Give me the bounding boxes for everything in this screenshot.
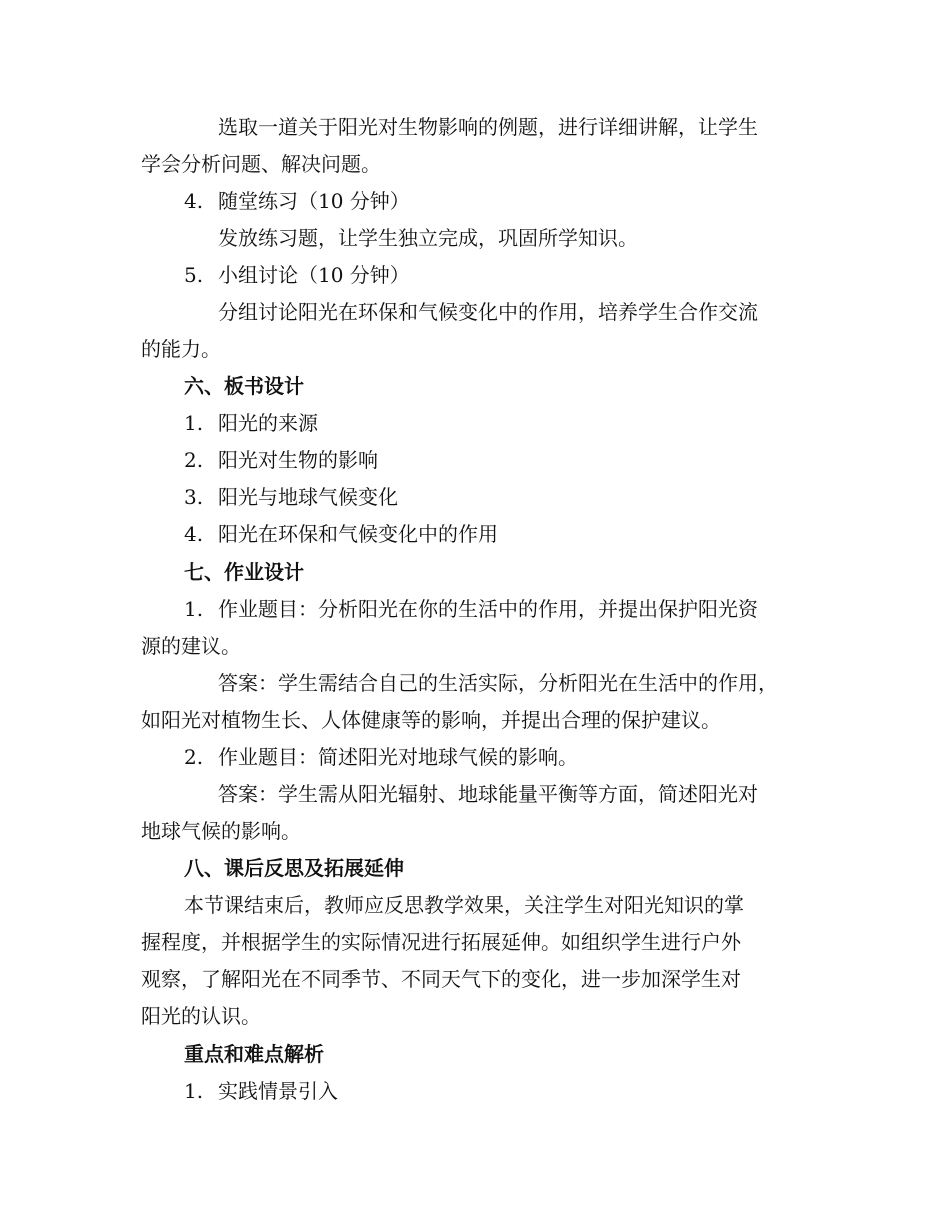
list-item-practice xyxy=(184,187,410,215)
list-number: 5. xyxy=(184,263,204,287)
paragraph-discussion-line-2: 的能力。 xyxy=(141,337,221,361)
paragraph-reflection-line-1: 本节课结束后，教师应反思教学效果，关注学生对阳光知识的掌 xyxy=(184,893,744,917)
list-item-text: 实践情景引入 xyxy=(218,1079,338,1103)
paragraph-reflection-line-2: 握程度，并根据学生的实际情况进行拓展延伸。如组织学生进行户外 xyxy=(141,930,741,954)
section-heading-board-design: 六、板书设计 xyxy=(184,374,304,398)
list-item-board-2 xyxy=(184,446,378,474)
list-number: 2. xyxy=(184,745,204,769)
list-number: 1. xyxy=(184,597,204,621)
paragraph-example-line-2: 学会分析问题、解决问题。 xyxy=(141,152,381,176)
section-heading-reflection: 八、课后反思及拓展延伸 xyxy=(184,856,404,880)
paragraph-reflection-line-3: 观察，了解阳光在不同季节、不同天气下的变化，进一步加深学生对 xyxy=(141,967,741,991)
section-heading-homework: 七、作业设计 xyxy=(184,560,304,584)
list-item-board-4 xyxy=(184,520,498,548)
list-number: 1. xyxy=(184,411,204,435)
list-item-key-point-1 xyxy=(184,1077,338,1105)
section-heading-key-points: 重点和难点解析 xyxy=(184,1042,324,1066)
paragraph-discussion-line-1: 分组讨论阳光在环保和气候变化中的作用，培养学生合作交流 xyxy=(218,300,758,324)
list-item-text: 阳光与地球气候变化 xyxy=(218,485,398,509)
list-item-board-1 xyxy=(184,409,318,437)
list-item-homework-2 xyxy=(184,743,578,771)
list-item-text: 阳光对生物的影响 xyxy=(218,448,378,472)
list-item-text: 阳光在环保和气候变化中的作用 xyxy=(218,522,498,546)
list-item-text: 作业题目：简述阳光对地球气候的影响。 xyxy=(218,745,578,769)
list-item-text: 小组讨论（10 分钟） xyxy=(218,263,410,287)
paragraph-answer-2-line-2: 地球气候的影响。 xyxy=(141,819,301,843)
paragraph-answer-1-line-2: 如阳光对植物生长、人体健康等的影响，并提出合理的保护建议。 xyxy=(141,708,721,732)
list-item-homework-1 xyxy=(184,595,758,623)
list-item-text: 作业题目：分析阳光在你的生活中的作用，并提出保护阳光资 xyxy=(218,597,758,621)
list-number: 4. xyxy=(184,189,204,213)
paragraph-answer-1-line-1: 答案：学生需结合自己的生活实际，分析阳光在生活中的作用， xyxy=(218,671,778,695)
paragraph-example-line-1: 选取一道关于阳光对生物影响的例题，进行详细讲解，让学生 xyxy=(218,115,758,139)
paragraph-practice: 发放练习题，让学生独立完成，巩固所学知识。 xyxy=(218,226,638,250)
list-number: 1. xyxy=(184,1079,204,1103)
list-item-discussion xyxy=(184,261,410,289)
paragraph-homework-1-cont: 源的建议。 xyxy=(141,634,241,658)
list-number: 4. xyxy=(184,522,204,546)
list-number: 2. xyxy=(184,448,204,472)
paragraph-answer-2-line-1: 答案：学生需从阳光辐射、地球能量平衡等方面，简述阳光对 xyxy=(218,782,758,806)
paragraph-reflection-line-4: 阳光的认识。 xyxy=(141,1004,261,1028)
list-item-text: 随堂练习（10 分钟） xyxy=(218,189,410,213)
list-item-text: 阳光的来源 xyxy=(218,411,318,435)
list-number: 3. xyxy=(184,485,204,509)
list-item-board-3 xyxy=(184,483,398,511)
